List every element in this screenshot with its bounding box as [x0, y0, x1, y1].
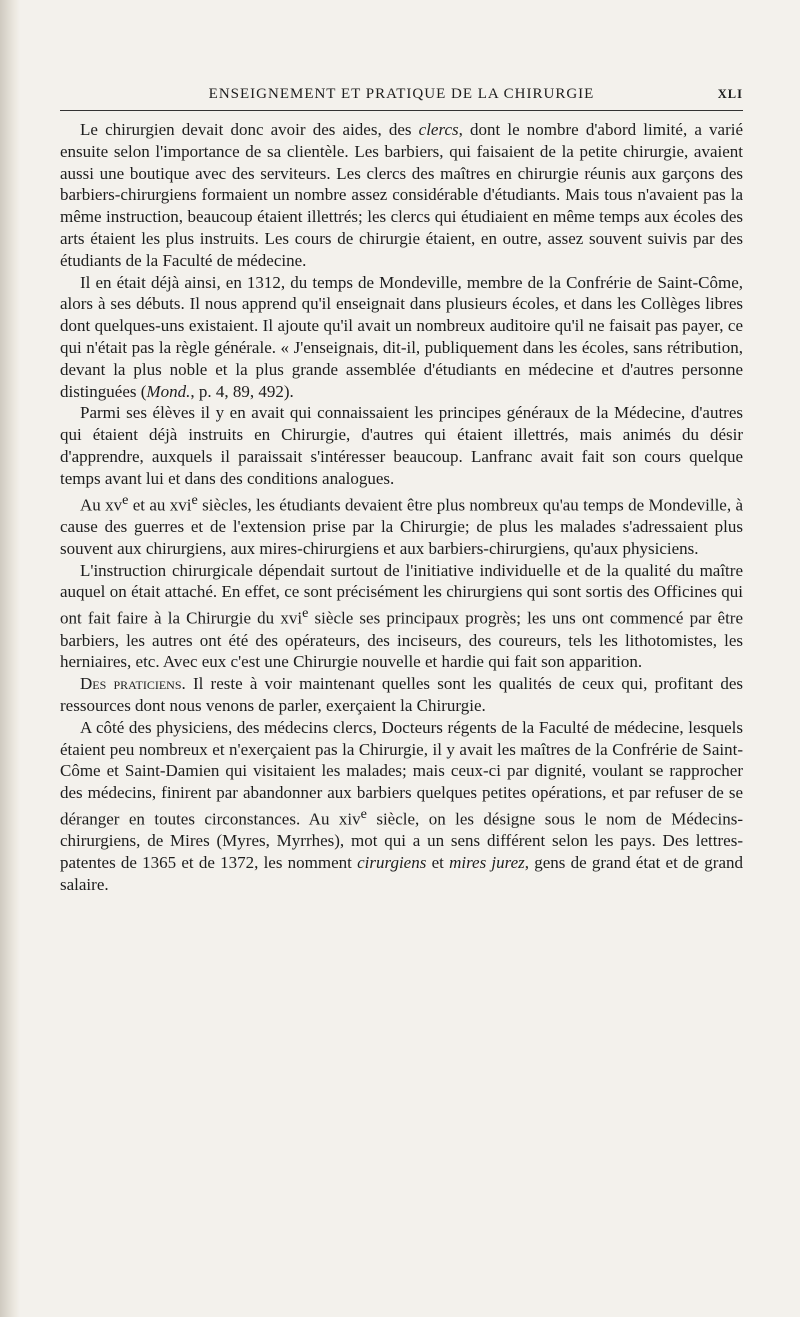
p7-text-c: et: [426, 853, 450, 873]
paragraph-6: [60, 673, 743, 717]
p2-italic-mond: Mond.: [146, 381, 191, 401]
p1-text-c: , dont le nombre d'abord limité, a varié ensuite selon l'importance de sa clientèle. Les barbiers, qui faisaient de la petite chirurgie, avaient aussi une boutique avec des serviteurs. Les clercs des maîtres en chirurgie réunis aux garçons des barbiers-chirurgiens formaient un nombre assez considérable d'étudiants. Mais tous n'avaient pas la même instruction, beaucoup étaient illettrés; les clercs qui étudiaient en même temps aux écoles des arts étaient les plus instruits. Les cours de chirurgie étaient, en outre, assez souvent suivis par des étudiants de la Faculté de médecine.: [60, 120, 744, 270]
p5-text-a: L'instruction chirurgicale dépendait surtout de l'initiative individuelle et de la qualité du maître auquel on était attaché. En effet, ce sont précisément les chirurgiens qui sont sortis des Officines qui ont fait faire à la Chirurgie du xvi: [60, 560, 743, 628]
p7-sup: e: [360, 806, 367, 823]
p5-text-b: siècle ses principaux progrès; les uns ont commencé par être barbiers, les autres ont été des opérateurs, des inciseurs, des coureurs, tels les lithotomistes, les herniaires, etc. Avec eux c'est une Chirurgie nouvelle et hardie qui fait son apparition.: [60, 608, 743, 672]
p7-italic-cirurgiens: cirurgiens: [357, 853, 427, 873]
paragraph-1: [60, 119, 743, 272]
p1-text-a: Le chirurgien devait donc avoir des aides, des: [80, 120, 419, 139]
p4-text-b: et au xvi: [128, 495, 192, 515]
paragraph-2: [60, 272, 743, 403]
p2-text-a: Il en était déjà ainsi, en 1312, du temps de Mondeville, membre de la Confrérie de Saint-Côme, alors à ses débuts. Il nous apprend qu'il enseignait dans plusieurs écoles, et dans les Collèges libres dont quelques-uns existaient. Il ajoute qu'il avait un nombreux auditoire qu'il ne faisait pas payer, ce qui n'était pas la règle générale. « J'enseignais, dit-il, publiquement dans les écoles, sans rétribution, devant la plus noble et la plus grande assemblée d'étudiants en médecine et d'autres personne distinguées (: [60, 272, 743, 401]
paragraph-7: [60, 717, 743, 896]
p5-sup: e: [302, 605, 309, 622]
p2-text-c: , p. 4, 89, 492).: [190, 381, 294, 401]
body-text: [60, 119, 743, 896]
page-number: XLI: [717, 87, 743, 101]
p4-text-c: siècles, les étudiants devaient être plus nombreux qu'au temps de Mondeville, à cause des guerres et de l'extension prise par la Chirurgie; de plus les malades s'adressaient plus souvent aux chirurgiens, aux mires-chirurgiens et aux barbiers-chirurgiens, qu'aux physiciens.: [60, 495, 743, 558]
running-title: ENSEIGNEMENT ET PRATIQUE DE LA CHIRURGIE: [208, 86, 595, 102]
p4-sup-1: e: [122, 491, 129, 508]
p7-text-b: siècle, on les désigne sous le nom de Médecins-chirurgiens, de Mires (Myres, Myrrhes), mot qui a un sens différent selon les pays. Des lettres-patentes de 1365 et de 1372, les nomment: [60, 809, 743, 873]
p1-italic-clercs: clercs: [418, 120, 459, 139]
p6-text: Il reste à voir maintenant quelles sont les qualités de ceux qui, profitant des ressources dont nous venons de parler, exerçaient la Chirurgie.: [60, 674, 743, 716]
paragraph-3: [60, 402, 743, 489]
p7-text-a: A côté des physiciens, des médecins clercs, Docteurs régents de la Faculté de médecine, lesquels étaient peu nombreux et n'exerçaient pas la Chirurgie, il y avait les maîtres de la Confrérie de Saint-Côme et Saint-Damien qui visitaient les malades; mais ceux-ci par dignité, voulant se rapprocher des médecins, finirent par abandonner aux barbiers quelques petites opérations, et par refuser de se déranger en toutes circonstances. Au xiv: [60, 717, 743, 829]
section-heading-praticiens: Des praticiens.: [80, 674, 186, 694]
page-gutter-shadow: [0, 0, 20, 1317]
p4-text-a: Au xv: [80, 495, 123, 515]
paragraph-4: [60, 490, 743, 560]
book-page: [60, 86, 743, 896]
p7-italic-mires-jurez: mires jurez: [449, 853, 525, 873]
p7-text-d: , gens de grand état et de grand salaire.: [60, 853, 743, 895]
p3-text: Parmi ses élèves il y en avait qui connaissaient les principes généraux de la Médecine, d'autres qui étaient déjà instruits en Chirurgie, d'autres qui étaient illettrés, mais animés du désir d'apprendre, auxquels il paraissait s'intéresser beaucoup. Lanfranc avait fait son cours quelque temps avant lui et dans des conditions analogues.: [60, 403, 743, 488]
page-header: [60, 86, 743, 111]
paragraph-5: [60, 560, 743, 674]
p4-sup-2: e: [191, 491, 198, 508]
